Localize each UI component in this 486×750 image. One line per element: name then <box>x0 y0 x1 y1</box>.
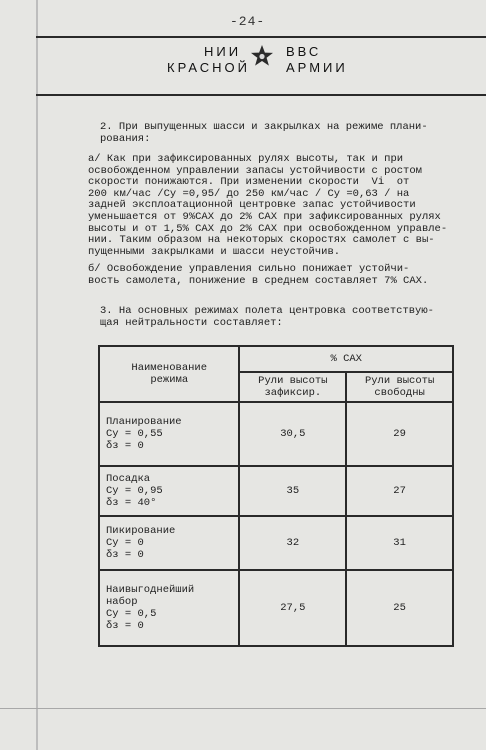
cell-fixed: 32 <box>239 516 346 570</box>
page-number: -24- <box>230 14 266 29</box>
paragraph-2a: a/ Как при зафиксированных рулях высоты, так и при освобожденном управлении запасы устойчивости с ростом скорости понижаются. При изменении скорости Vi от 200 км/час /Су =0,95/ до 250 км/час / Су =0,63 / на задней эксплоатационной центровке запас устойчивости уменьшается от 9%САХ до 2% САХ при зафиксированных рулях высоты и от 1,5% САХ до 2% САХ при освобожденном управле- нии. Таким образом на некоторых скоростях самолет с вы- пущенными закрылками и шасси неустойчив. <box>88 153 448 258</box>
row-label: Пикирование Су = 0 δз = 0 <box>99 516 239 570</box>
paragraph-2: 2. При выпущенных шасси и закрылках на режиме плани- рования: <box>100 121 428 145</box>
table-row <box>99 570 453 646</box>
header-nii: НИИ <box>204 44 242 59</box>
header-vvs: ВВС <box>286 44 322 59</box>
cell-fixed: 27,5 <box>239 570 346 646</box>
col-header-regime: Наименование режима <box>99 346 239 402</box>
header-armii: АРМИИ <box>286 60 348 75</box>
cell-free: 31 <box>346 516 453 570</box>
col-header-free: Рули высоты свободны <box>346 372 453 402</box>
cell-fixed: 30,5 <box>239 402 346 466</box>
table-row <box>99 516 453 570</box>
row-label: Планирование Су = 0,55 δз = 0 <box>99 402 239 466</box>
cell-free: 29 <box>346 402 453 466</box>
header-krasnoy: КРАСНОЙ <box>167 60 250 75</box>
cell-free: 27 <box>346 466 453 516</box>
red-star-emblem-icon <box>250 44 274 68</box>
paragraph-3: 3. На основных режимах полета центровка соответствую- щая нейтральности составляет: <box>100 305 434 329</box>
paragraph-2b: б/ Освобождение управления сильно понижает устойчи- вость самолета, понижение в среднем составляет 7% САХ. <box>88 263 429 287</box>
table-row <box>99 402 453 466</box>
row-label: Посадка Су = 0,95 δз = 40° <box>99 466 239 516</box>
cell-free: 25 <box>346 570 453 646</box>
table-row <box>99 466 453 516</box>
header-rule-bottom <box>36 94 486 96</box>
centering-table <box>98 345 454 647</box>
col-header-sax: % САХ <box>239 346 453 372</box>
bottom-fold-line <box>0 708 486 709</box>
col-header-fixed: Рули высоты зафиксир. <box>239 372 346 402</box>
header-rule-top <box>36 36 486 38</box>
row-label: Наивыгоднейший набор Су = 0,5 δз = 0 <box>99 570 239 646</box>
margin-line <box>36 0 38 750</box>
cell-fixed: 35 <box>239 466 346 516</box>
